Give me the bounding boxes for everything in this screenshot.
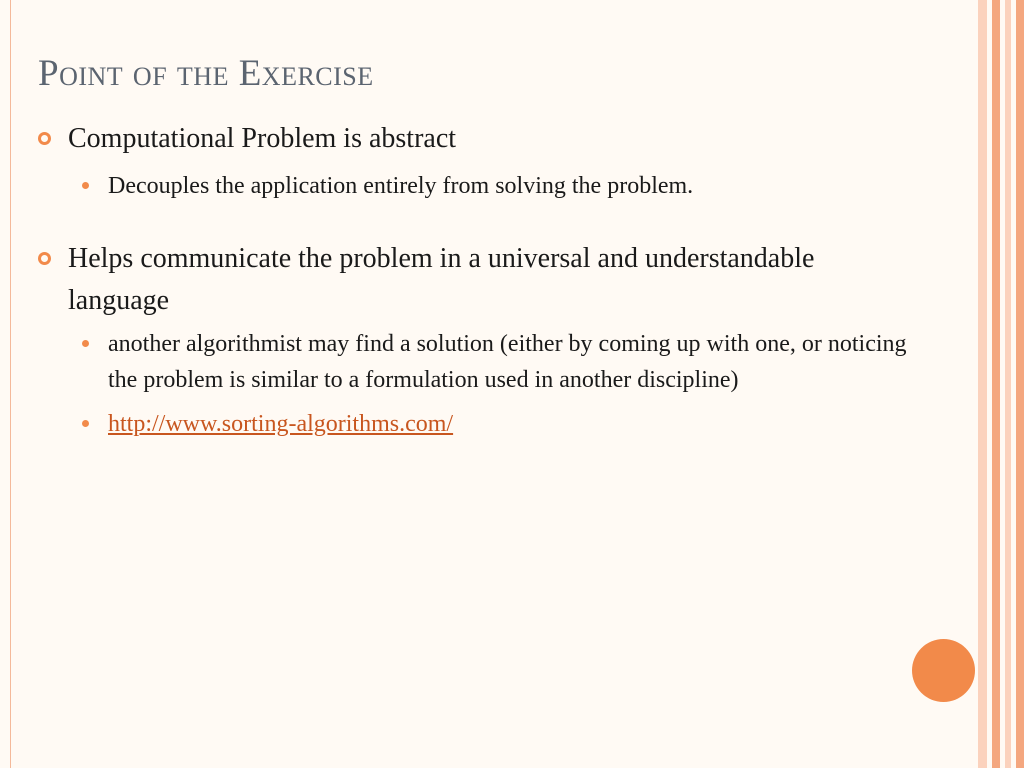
left-edge-line bbox=[0, 0, 11, 768]
sorting-algorithms-link[interactable]: http://www.sorting-algorithms.com/ bbox=[108, 411, 454, 437]
orange-circle-icon bbox=[912, 639, 975, 702]
stripe bbox=[992, 0, 1000, 768]
ring-bullet-icon bbox=[38, 252, 51, 265]
decorative-stripes bbox=[978, 0, 1024, 768]
dot-bullet-icon bbox=[82, 420, 89, 427]
bullet-level2 bbox=[38, 406, 918, 442]
sub-bullet-text: Decouples the application entirely from solving the problem. bbox=[108, 173, 694, 199]
bullet-text: Helps communicate the problem in a universal and understandable language bbox=[68, 243, 815, 316]
stripe bbox=[978, 0, 987, 768]
dot-bullet-icon bbox=[82, 182, 89, 189]
slide-title: Point of the Exercise bbox=[38, 53, 374, 94]
stripe bbox=[1016, 0, 1024, 768]
bullet-level2 bbox=[38, 326, 918, 398]
bullet-text: Computational Problem is abstract bbox=[68, 123, 457, 154]
bullet-level1 bbox=[38, 118, 918, 160]
stripe bbox=[1005, 0, 1011, 768]
bullet-level2 bbox=[38, 168, 918, 204]
dot-bullet-icon bbox=[82, 340, 89, 347]
bullet-level1 bbox=[38, 238, 918, 322]
slide-content bbox=[38, 118, 918, 442]
sub-bullet-text: another algorithmist may find a solution (either by coming up with one, or noticing the problem is similar to a formulation used in another discipline) bbox=[108, 331, 907, 393]
ring-bullet-icon bbox=[38, 132, 51, 145]
